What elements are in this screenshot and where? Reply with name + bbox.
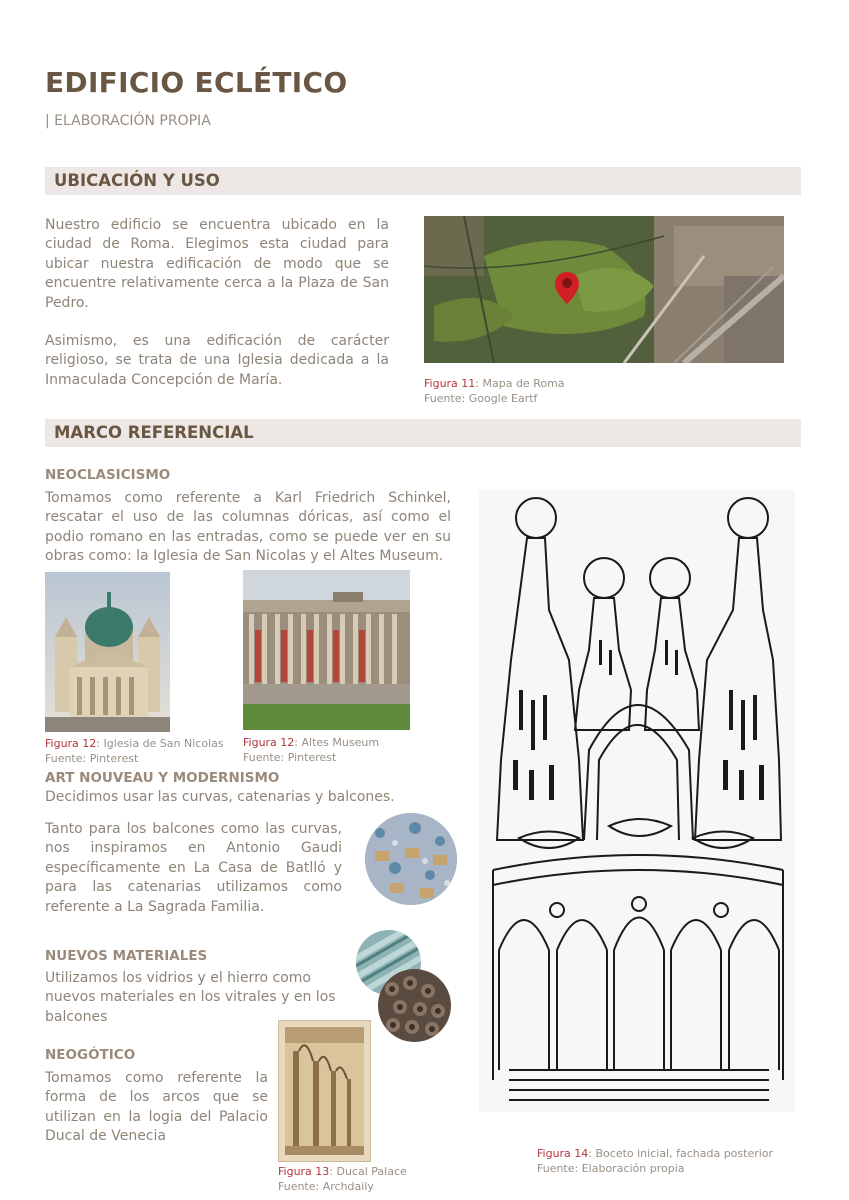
art-nouveau-paragraph: Tanto para los balcones como las curvas, nos inspiramos en Antonio Gaudi específicamente en La Casa de Batlló y para las catenarias utilizamos como referente a La Sagrada Familia.: [45, 821, 342, 915]
figure-13-caption: Figura 13: Ducal Palace Fuente: Archdaily: [278, 1165, 407, 1193]
section-heading-marco: MARCO REFERENCIAL: [54, 423, 254, 442]
location-pin-icon: [555, 272, 579, 304]
nuevos-materiales-paragraph: Utilizamos los vidrios y el hierro como nuevos materiales en los vitrales y en los balcones: [45, 970, 336, 1025]
art-nouveau-line: Decidimos usar las curvas, catenarias y balcones.: [45, 789, 395, 805]
figure-11-caption: Figura 11: Mapa de Roma Fuente: Google Eartf: [424, 377, 565, 405]
section-band-marco: [45, 419, 801, 447]
figure-12b-caption: Figura 12: Altes Museum Fuente: Pinterest: [243, 736, 380, 764]
page-title: EDIFICIO ECLÉTICO: [45, 66, 348, 99]
figure-14-caption: Figura 14: Boceto inicial, fachada posterior Fuente: Elaboración propia: [537, 1147, 774, 1175]
subheading-nuevos-materiales: NUEVOS MATERIALES: [45, 948, 208, 964]
ubicacion-paragraph-1: Nuestro edificio se encuentra ubicado en la ciudad de Roma. Elegimos esta ciudad para ubicar nuestra edificación de modo que se encuentre relativamente cerca a la Plaza de San Pedro.: [45, 217, 389, 311]
page-subtitle: | ELABORACIÓN PROPIA: [45, 113, 211, 129]
altes-museum-photo: [243, 570, 410, 730]
iron-bars-circle-photo: [378, 969, 451, 1042]
figure-12a-caption: Figura 12: Iglesia de San Nicolas Fuente: Pinterest: [45, 737, 224, 765]
ubicacion-paragraph-2: Asimismo, es una edificación de carácter religioso, se trata de una Iglesia dedicada a la Inmaculada Concepción de María.: [45, 333, 389, 388]
ducal-palace-photo: [278, 1020, 371, 1162]
rome-map-image: [424, 216, 784, 363]
neoclasicismo-paragraph: Tomamos como referente a Karl Friedrich Schinkel, rescatar el uso de las columnas dóricas, así como el podio romano en las entradas, como se puede ver en su obras como: la Iglesia de San Nicolas y el Altes Museum.: [45, 490, 451, 565]
subheading-art-nouveau: ART NOUVEAU Y MODERNISMO: [45, 770, 280, 786]
section-band-ubicacion: [45, 167, 801, 195]
san-nicolas-photo: [45, 572, 170, 732]
section-heading-ubicacion: UBICACIÓN Y USO: [54, 171, 220, 190]
subheading-neogotico: NEOGÓTICO: [45, 1047, 136, 1063]
subheading-neoclasicismo: NEOCLASICISMO: [45, 467, 171, 483]
facade-sketch: [479, 490, 795, 1112]
neogotico-paragraph: Tomamos como referente la forma de los arcos que se utilizan en la logia del Palacio Ducal de Venecia: [45, 1070, 268, 1145]
casa-batllo-circle-photo: [365, 813, 457, 905]
